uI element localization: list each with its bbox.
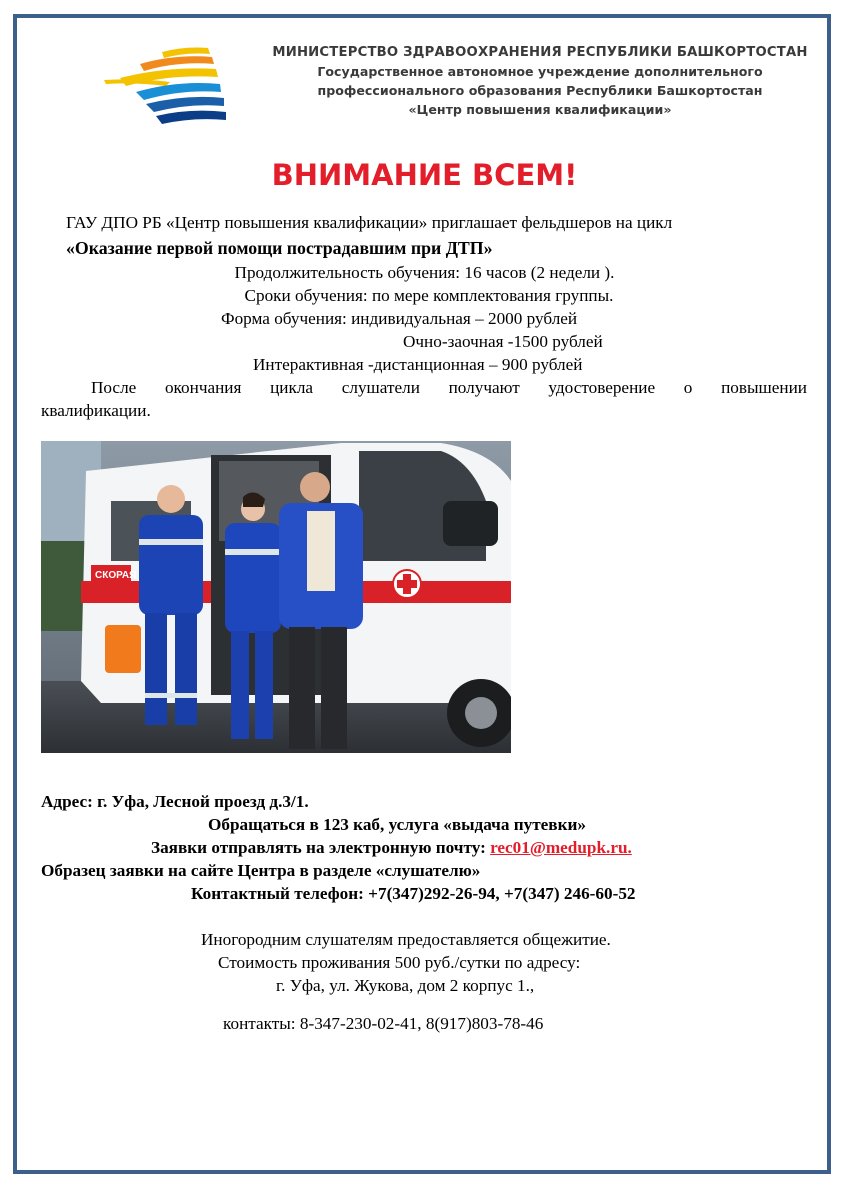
email-link[interactable]: rec01@medupk.ru. [490, 838, 632, 857]
dorm-address: г. Уфа, ул. Жукова, дом 2 корпус 1., [276, 976, 535, 995]
form-distance: Интерактивная -дистанционная – 900 рублей [253, 355, 583, 374]
certificate-text: После окончания цикла слушатели получают удостоверение о повышении [91, 378, 807, 397]
intro-line: ГАУ ДПО РБ «Центр повышения квалификации» приглашает фельдшеров на цикл [66, 213, 673, 232]
institution-line-3: «Центр повышения квалификации» [408, 102, 672, 117]
dorm-price: Стоимость проживания 500 руб./сутки по адресу: [218, 953, 581, 972]
dorm-info: Иногородним слушателям предоставляется общежитие. [201, 930, 611, 949]
institution-line-1: Государственное автономное учреждение дополнительного [317, 64, 763, 79]
organization-header [240, 43, 840, 119]
terms-text: Сроки обучения: по мере комплектования группы. [244, 286, 614, 305]
sample-application-text: Образец заявки на сайте Центра в разделе «слушателю» [41, 861, 481, 880]
logo-waves [104, 48, 226, 125]
institution-line-2: профессионального образования Республики Башкортостан [317, 83, 763, 98]
course-title: «Оказание первой помощи пострадавшим при ДТП» [66, 238, 493, 258]
form-individual: Форма обучения: индивидуальная – 2000 рублей [221, 309, 578, 328]
center-logo [100, 44, 230, 126]
ministry-name: МИНИСТЕРСТВО ЗДРАВООХРАНЕНИЯ РЕСПУБЛИКИ БАШКОРТОСТАН [272, 45, 808, 60]
form-part-time: Очно-заочная -1500 рублей [403, 332, 603, 351]
duration-text: Продолжительность обучения: 16 часов (2 недели ). [234, 263, 615, 282]
address-text: Адрес: г. Уфа, Лесной проезд д.3/1. [41, 792, 309, 811]
certificate-text-end: квалификации. [41, 401, 151, 420]
phone-text: Контактный телефон: +7(347)292-26-94, +7(347) 246-60-52 [191, 884, 636, 903]
ambulance-label: СКОРАЯ [95, 570, 137, 581]
headline: ВНИМАНИЕ ВСЕМ! [271, 158, 578, 192]
email-line [151, 838, 632, 858]
email-label: Заявки отправлять на электронную почту: [151, 838, 491, 857]
office-text: Обращаться в 123 каб, услуга «выдача путевки» [208, 815, 586, 834]
dorm-contacts: контакты: 8-347-230-02-41, 8(917)803-78-46 [223, 1014, 544, 1033]
ambulance-team-photo [41, 441, 511, 753]
